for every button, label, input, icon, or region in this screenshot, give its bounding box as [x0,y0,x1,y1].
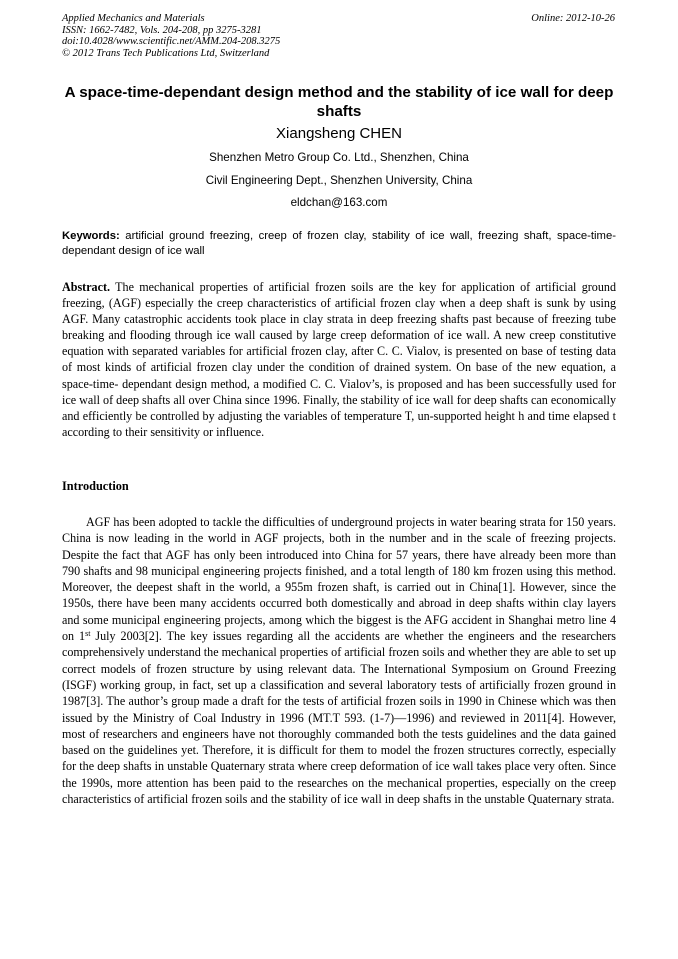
keywords-text: artificial ground freezing, creep of frozen clay, stability of ice wall, freezing shaft, space-time-dependant design of ice wall [62,230,617,257]
author-name: Xiangsheng CHEN [276,125,402,142]
journal-name: Applied Mechanics and Materials [62,13,205,24]
abstract-paragraph [62,279,616,440]
online-date: Online: 2012-10-26 [531,13,615,24]
abstract-text: The mechanical properties of artificial frozen soils are the key for application of artificial ground freezing, (AGF) especially the creep characteristics of artificial frozen clay when a deep shaft is sunk by using AGF. Many catastrophic accidents took place in clay strata in deep freezing shafts past because of freezing tube breaking and flooding through ice wall caused by large creep deformation of ice wall. A new creep constitutive equation with separated variables for artificial frozen clay, after C. C. Vialov, is presented on base of testing data of most kinds of artificial frozen clay under the condition of drained system. On base of the new equation, a space-time- dependant design method, a modified C. C. Vialov’s, is proposed and has been successfully used for ice wall of deep shafts all over China since 1996. Finally, the stability of ice wall for deep shafts can economically and efficiently be controlled by adjusting the variables of temperature T, un-supported height h and time elapsed t according to their sensitivity or influence. [62,280,616,439]
paper-title: A space-time-dependant design method and the stability of ice wall for deep shafts [64,84,614,120]
keywords-paragraph [62,229,616,258]
introduction-paragraph [62,514,616,807]
keywords-label: Keywords: [62,230,120,242]
author-email: eldchan@163.com [290,196,388,209]
ordinal-superscript: st [85,629,91,639]
introduction-heading: Introduction [62,479,129,493]
affiliation-1: Shenzhen Metro Group Co. Ltd., Shenzhen, China [209,151,469,164]
doi-line: doi:10.4028/www.scientific.net/AMM.204-208.3275 [62,36,281,48]
copyright-line: © 2012 Trans Tech Publications Ltd, Switzerland [62,47,270,59]
intro-text-part-2: July 2003[2]. The key issues regarding all the accidents are whether the engineers and the researchers comprehensively understand the mechanical properties of artificial frozen soils and whether they are able to set up correct models of frozen structure by using relevant data. The International Symposium on Ground Freezing (ISGF) working group, in fact, set up a classification and several laboratory tests of artificially frozen ground in 1987[3]. The author’s group made a draft for the tests of artificial frozen soils in 1990 in Chinese which was then issued by the Ministry of Coal Industry in 1996 (MT.T 593. (1-7)—1996) and reviewed in 2011[4]. However, most of researchers and engineers have not thoroughly commanded both the tests guidelines and the data gained based on the guidelines yet. Therefore, it is difficult for them to model the frozen structures correctly, especially for the deep shafts in unstable Quaternary strata where creep deformation of ice wall takes place very often. Since the 1990s, more attention has been paid to the researches on the mechanical properties, especially on the creep characteristics of artificial frozen soils and the stability of ice wall in deep shafts in the unstable Quaternary strata. [62,629,616,807]
affiliation-2: Civil Engineering Dept., Shenzhen University, China [205,174,473,187]
intro-text-part-1: AGF has been adopted to tackle the difficulties of underground projects in water bearing strata for 150 years. China is now leading in the world in AGF projects, both in the number and in the scale of freezing projects. Despite the fact that AGF has only been introduced into China for 57 years, there have already been more than 790 shafts and 98 municipal engineering projects finished, and a total length of 180 km frozen using this method. Moreover, the deepest shaft in the world, a 955m frozen shaft, is carried out in China[1]. However, since the 1950s, there have been many accidents occurred both domestically and abroad in deep shafts within clay layers and some municipal engineering projects, among which the biggest is the AFG accident in Shanghai metro line 4 on 1 [62,515,616,644]
journal-header [62,13,280,59]
issn-line: ISSN: 1662-7482, Vols. 204-208, pp 3275-3281 [62,24,262,36]
abstract-label: Abstract. [62,280,111,294]
